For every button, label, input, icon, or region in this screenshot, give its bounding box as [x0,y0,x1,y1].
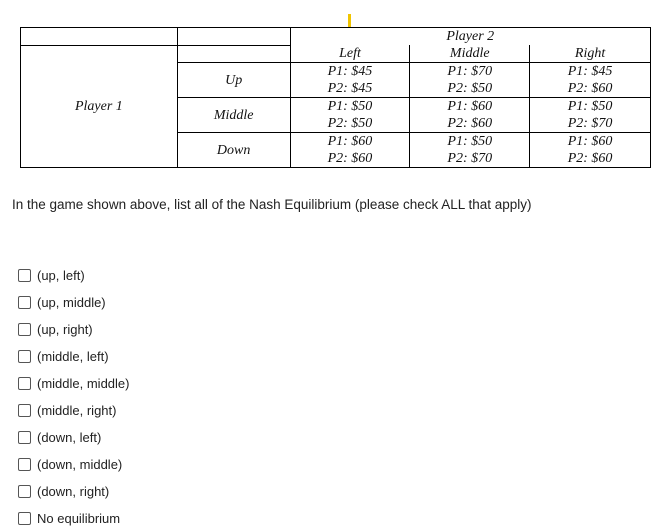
cell-middle-middle: P1: $60 P2: $60 [410,98,530,133]
row-header-spacer [177,45,290,63]
cell-down-middle: P1: $50 P2: $70 [410,133,530,168]
player2-header: Player 2 [290,28,650,46]
option-middle-right[interactable] [18,397,129,424]
option-label: (up, right) [37,322,93,337]
option-no-equilibrium[interactable] [18,505,129,532]
question-text: In the game shown above, list all of the Nash Equilibrium (please check ALL that apply) [12,197,532,212]
checkbox[interactable] [18,512,31,525]
checkbox[interactable] [18,296,31,309]
option-label: (middle, left) [37,349,109,364]
checkbox[interactable] [18,350,31,363]
checkbox[interactable] [18,431,31,444]
option-up-right[interactable] [18,316,129,343]
checkbox[interactable] [18,404,31,417]
option-down-middle[interactable] [18,451,129,478]
row-label-down: Down [177,133,290,168]
corner-cell-2 [177,28,290,46]
option-label: (down, left) [37,430,102,445]
option-down-left[interactable] [18,424,129,451]
option-label: No equilibrium [37,511,121,526]
cell-up-right: P1: $45 P2: $60 [530,63,651,98]
text-cursor-marker [348,14,351,27]
option-label: (middle, right) [37,403,117,418]
option-label: (middle, middle) [37,376,130,391]
checkbox[interactable] [18,458,31,471]
option-down-right[interactable] [18,478,129,505]
option-label: (down, right) [37,484,110,499]
checkbox[interactable] [18,269,31,282]
checkbox[interactable] [18,377,31,390]
option-up-middle[interactable] [18,289,129,316]
cell-down-right: P1: $60 P2: $60 [530,133,651,168]
checkbox[interactable] [18,485,31,498]
col-header-right: Right [530,45,651,63]
option-label: (down, middle) [37,457,123,472]
cell-middle-right: P1: $50 P2: $70 [530,98,651,133]
option-up-left[interactable] [18,262,129,289]
checkbox[interactable] [18,323,31,336]
cell-up-left: P1: $45 P2: $45 [290,63,410,98]
cell-down-left: P1: $60 P2: $60 [290,133,410,168]
option-middle-left[interactable] [18,343,129,370]
col-header-left: Left [290,45,410,63]
option-label: (up, middle) [37,295,106,310]
corner-cell [21,28,178,46]
row-label-up: Up [177,63,290,98]
option-middle-middle[interactable] [18,370,129,397]
cell-up-middle: P1: $70 P2: $50 [410,63,530,98]
row-label-middle: Middle [177,98,290,133]
player1-label: Player 1 [21,45,178,168]
option-label: (up, left) [37,268,85,283]
answer-options [18,262,129,532]
cell-middle-left: P1: $50 P2: $50 [290,98,410,133]
payoff-matrix [20,27,651,168]
col-header-middle: Middle [410,45,530,63]
